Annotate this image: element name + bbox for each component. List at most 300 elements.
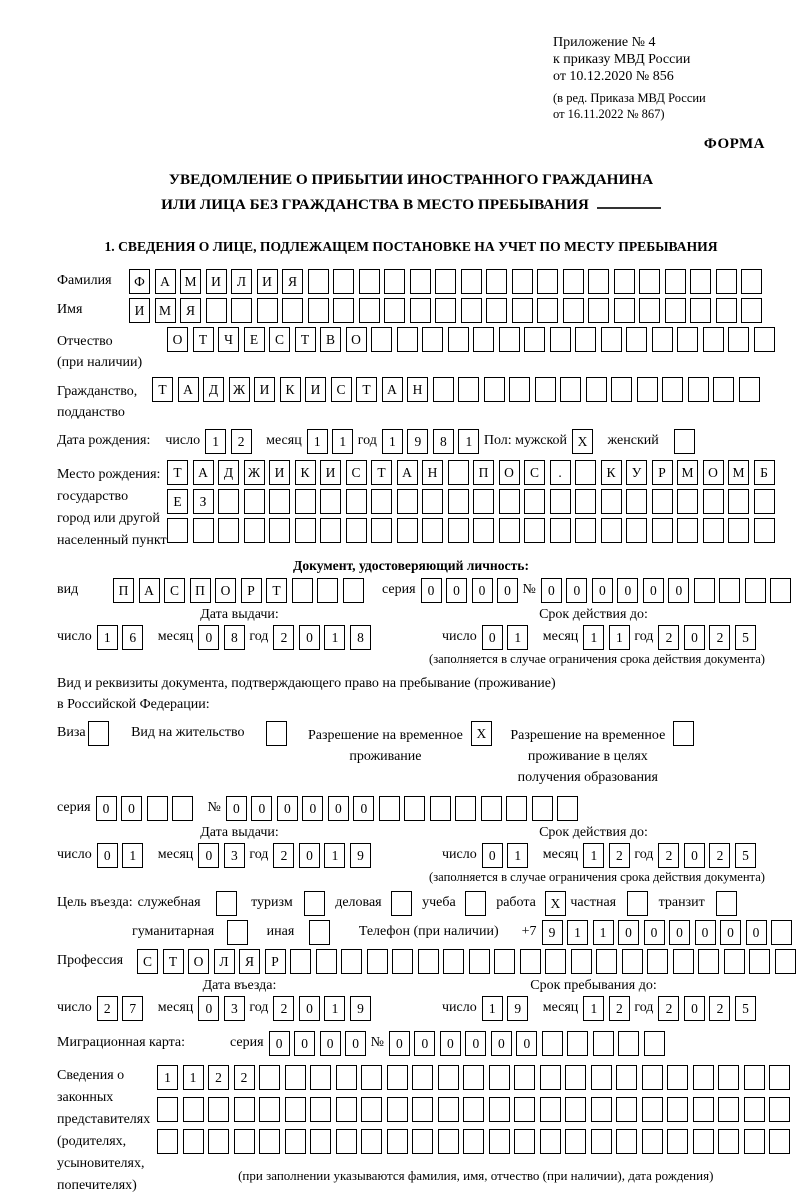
cell[interactable] [285, 1097, 306, 1122]
cell[interactable] [626, 518, 647, 543]
cell[interactable] [703, 327, 724, 352]
cell[interactable]: 9 [542, 920, 563, 945]
cell[interactable] [320, 518, 341, 543]
cell[interactable] [206, 298, 227, 323]
cell[interactable] [673, 721, 694, 746]
cell[interactable]: 2 [658, 996, 679, 1021]
cell[interactable]: 0 [198, 996, 219, 1021]
cell[interactable] [616, 1129, 637, 1154]
cell[interactable] [397, 489, 418, 514]
cell[interactable]: А [178, 377, 199, 402]
cell[interactable]: А [155, 269, 176, 294]
cell[interactable] [463, 1097, 484, 1122]
cell[interactable] [387, 1065, 408, 1090]
cell[interactable] [392, 949, 413, 974]
cell[interactable] [371, 518, 392, 543]
cell[interactable] [259, 1129, 280, 1154]
cell[interactable]: 1 [458, 429, 479, 454]
cell[interactable] [524, 518, 545, 543]
cell[interactable]: И [320, 460, 341, 485]
cell[interactable] [463, 1065, 484, 1090]
cell[interactable]: 2 [273, 843, 294, 868]
cell[interactable] [698, 949, 719, 974]
cell[interactable]: 0 [668, 578, 689, 603]
cell[interactable]: П [190, 578, 211, 603]
cell[interactable]: 9 [407, 429, 428, 454]
cell[interactable]: 0 [516, 1031, 537, 1056]
cell[interactable] [316, 949, 337, 974]
cell[interactable] [560, 377, 581, 402]
cell[interactable]: И [257, 269, 278, 294]
cell[interactable]: 0 [695, 920, 716, 945]
cell[interactable] [412, 1065, 433, 1090]
cell[interactable] [361, 1097, 382, 1122]
cell[interactable] [545, 949, 566, 974]
cell[interactable] [744, 1097, 765, 1122]
cell[interactable] [333, 298, 354, 323]
cell[interactable] [346, 489, 367, 514]
cell[interactable]: Б [754, 460, 775, 485]
cell[interactable]: А [139, 578, 160, 603]
cell[interactable]: Т [152, 377, 173, 402]
cell[interactable] [384, 298, 405, 323]
cell[interactable]: 2 [658, 625, 679, 650]
cell[interactable]: 0 [294, 1031, 315, 1056]
cell[interactable]: У [626, 460, 647, 485]
cell[interactable]: 0 [482, 843, 503, 868]
cell[interactable] [673, 949, 694, 974]
cell[interactable]: 0 [497, 578, 518, 603]
cell[interactable] [677, 327, 698, 352]
cell[interactable]: 0 [277, 796, 298, 821]
cell[interactable] [512, 269, 533, 294]
cell[interactable] [693, 1129, 714, 1154]
cell[interactable] [285, 1129, 306, 1154]
cell[interactable] [282, 298, 303, 323]
cell[interactable]: М [155, 298, 176, 323]
cell[interactable]: Н [407, 377, 428, 402]
cell[interactable] [565, 1065, 586, 1090]
cell[interactable] [430, 796, 451, 821]
cell[interactable] [591, 1129, 612, 1154]
cell[interactable] [575, 489, 596, 514]
cell[interactable]: Я [282, 269, 303, 294]
cell[interactable]: О [499, 460, 520, 485]
cell[interactable] [333, 269, 354, 294]
cell[interactable] [244, 489, 265, 514]
cell[interactable]: С [331, 377, 352, 402]
cell[interactable] [499, 518, 520, 543]
cell[interactable] [499, 489, 520, 514]
cell[interactable] [336, 1065, 357, 1090]
cell[interactable]: К [280, 377, 301, 402]
cell[interactable]: А [382, 377, 403, 402]
cell[interactable]: Я [180, 298, 201, 323]
cell[interactable]: 0 [472, 578, 493, 603]
cell[interactable]: 2 [709, 625, 730, 650]
cell[interactable] [652, 489, 673, 514]
cell[interactable] [290, 949, 311, 974]
cell[interactable] [147, 796, 168, 821]
cell[interactable] [336, 1097, 357, 1122]
cell[interactable] [435, 298, 456, 323]
cell[interactable] [341, 949, 362, 974]
cell[interactable] [346, 518, 367, 543]
cell[interactable]: Т [163, 949, 184, 974]
cell[interactable] [716, 298, 737, 323]
cell[interactable] [724, 949, 745, 974]
cell[interactable] [412, 1129, 433, 1154]
cell[interactable]: 0 [440, 1031, 461, 1056]
cell[interactable]: X [471, 721, 492, 746]
cell[interactable] [637, 377, 658, 402]
cell[interactable]: Д [218, 460, 239, 485]
cell[interactable] [693, 1065, 714, 1090]
cell[interactable] [295, 518, 316, 543]
cell[interactable]: 1 [324, 843, 345, 868]
cell[interactable]: 0 [465, 1031, 486, 1056]
cell[interactable] [361, 1065, 382, 1090]
cell[interactable]: С [137, 949, 158, 974]
cell[interactable]: 6 [122, 625, 143, 650]
cell[interactable] [728, 327, 749, 352]
cell[interactable]: 0 [345, 1031, 366, 1056]
cell[interactable] [718, 1065, 739, 1090]
cell[interactable] [667, 1129, 688, 1154]
cell[interactable] [677, 518, 698, 543]
cell[interactable] [218, 489, 239, 514]
cell[interactable] [499, 327, 520, 352]
cell[interactable] [694, 578, 715, 603]
cell[interactable]: К [601, 460, 622, 485]
cell[interactable] [259, 1097, 280, 1122]
cell[interactable]: 1 [583, 996, 604, 1021]
cell[interactable]: 2 [234, 1065, 255, 1090]
cell[interactable] [463, 1129, 484, 1154]
cell[interactable] [208, 1097, 229, 1122]
cell[interactable] [371, 489, 392, 514]
cell[interactable]: Т [295, 327, 316, 352]
cell[interactable] [473, 489, 494, 514]
cell[interactable]: 2 [609, 996, 630, 1021]
cell[interactable] [770, 578, 791, 603]
cell[interactable] [771, 920, 792, 945]
cell[interactable]: И [129, 298, 150, 323]
cell[interactable]: X [572, 429, 593, 454]
cell[interactable] [438, 1065, 459, 1090]
cell[interactable] [397, 327, 418, 352]
cell[interactable] [509, 377, 530, 402]
cell[interactable] [535, 377, 556, 402]
cell[interactable] [486, 298, 507, 323]
cell[interactable] [542, 1031, 563, 1056]
cell[interactable] [435, 269, 456, 294]
cell[interactable]: Ж [244, 460, 265, 485]
cell[interactable]: 0 [328, 796, 349, 821]
cell[interactable] [644, 1031, 665, 1056]
cell[interactable] [719, 578, 740, 603]
cell[interactable] [626, 489, 647, 514]
cell[interactable]: 7 [122, 996, 143, 1021]
cell[interactable] [567, 1031, 588, 1056]
cell[interactable] [550, 518, 571, 543]
cell[interactable]: И [305, 377, 326, 402]
cell[interactable] [336, 1129, 357, 1154]
cell[interactable] [183, 1129, 204, 1154]
cell[interactable] [361, 1129, 382, 1154]
cell[interactable] [489, 1065, 510, 1090]
cell[interactable] [208, 1129, 229, 1154]
cell[interactable] [616, 1097, 637, 1122]
cell[interactable]: О [188, 949, 209, 974]
cell[interactable] [575, 518, 596, 543]
cell[interactable] [465, 891, 486, 916]
cell[interactable] [371, 327, 392, 352]
cell[interactable]: Т [356, 377, 377, 402]
cell[interactable]: 1 [157, 1065, 178, 1090]
cell[interactable]: 9 [507, 996, 528, 1021]
cell[interactable] [422, 518, 443, 543]
cell[interactable] [157, 1097, 178, 1122]
cell[interactable] [588, 269, 609, 294]
cell[interactable] [744, 1065, 765, 1090]
cell[interactable] [438, 1097, 459, 1122]
cell[interactable] [601, 518, 622, 543]
cell[interactable] [458, 377, 479, 402]
cell[interactable]: 8 [224, 625, 245, 650]
cell[interactable]: 0 [226, 796, 247, 821]
cell[interactable] [412, 1097, 433, 1122]
cell[interactable]: 1 [507, 843, 528, 868]
cell[interactable]: Л [214, 949, 235, 974]
cell[interactable] [665, 298, 686, 323]
cell[interactable] [642, 1129, 663, 1154]
cell[interactable] [404, 796, 425, 821]
cell[interactable]: И [254, 377, 275, 402]
cell[interactable] [565, 1129, 586, 1154]
cell[interactable] [596, 949, 617, 974]
cell[interactable] [688, 377, 709, 402]
cell[interactable]: 0 [299, 996, 320, 1021]
cell[interactable] [718, 1097, 739, 1122]
cell[interactable] [410, 269, 431, 294]
cell[interactable]: 0 [389, 1031, 410, 1056]
cell[interactable]: 1 [205, 429, 226, 454]
cell[interactable] [320, 489, 341, 514]
cell[interactable] [514, 1097, 535, 1122]
cell[interactable] [601, 327, 622, 352]
cell[interactable] [308, 269, 329, 294]
cell[interactable]: 0 [251, 796, 272, 821]
cell[interactable]: 1 [507, 625, 528, 650]
cell[interactable] [741, 298, 762, 323]
cell[interactable]: 1 [324, 996, 345, 1021]
cell[interactable] [167, 518, 188, 543]
cell[interactable]: 3 [224, 843, 245, 868]
cell[interactable] [586, 377, 607, 402]
cell[interactable] [769, 1129, 790, 1154]
cell[interactable] [626, 327, 647, 352]
cell[interactable] [410, 298, 431, 323]
cell[interactable] [639, 298, 660, 323]
cell[interactable] [754, 327, 775, 352]
cell[interactable] [611, 377, 632, 402]
cell[interactable]: 2 [658, 843, 679, 868]
cell[interactable] [690, 269, 711, 294]
cell[interactable] [614, 269, 635, 294]
cell[interactable]: 0 [720, 920, 741, 945]
cell[interactable] [524, 489, 545, 514]
cell[interactable]: 1 [97, 625, 118, 650]
cell[interactable]: Т [167, 460, 188, 485]
cell[interactable]: 0 [446, 578, 467, 603]
cell[interactable]: П [473, 460, 494, 485]
cell[interactable] [343, 578, 364, 603]
cell[interactable]: Е [167, 489, 188, 514]
cell[interactable]: С [269, 327, 290, 352]
cell[interactable]: М [677, 460, 698, 485]
cell[interactable] [593, 1031, 614, 1056]
cell[interactable]: 0 [618, 920, 639, 945]
cell[interactable]: 0 [299, 625, 320, 650]
cell[interactable] [448, 518, 469, 543]
cell[interactable] [473, 518, 494, 543]
cell[interactable]: 0 [353, 796, 374, 821]
cell[interactable] [88, 721, 109, 746]
cell[interactable] [591, 1065, 612, 1090]
cell[interactable] [728, 518, 749, 543]
cell[interactable] [384, 269, 405, 294]
cell[interactable]: П [113, 578, 134, 603]
cell[interactable] [216, 891, 237, 916]
cell[interactable] [745, 578, 766, 603]
cell[interactable]: 1 [382, 429, 403, 454]
cell[interactable] [565, 1097, 586, 1122]
cell[interactable] [422, 489, 443, 514]
cell[interactable]: 0 [541, 578, 562, 603]
cell[interactable] [616, 1065, 637, 1090]
cell[interactable] [418, 949, 439, 974]
cell[interactable] [231, 298, 252, 323]
cell[interactable]: И [206, 269, 227, 294]
cell[interactable]: К [295, 460, 316, 485]
cell[interactable] [754, 518, 775, 543]
cell[interactable]: В [320, 327, 341, 352]
cell[interactable]: 0 [669, 920, 690, 945]
cell[interactable] [461, 298, 482, 323]
cell[interactable]: 1 [122, 843, 143, 868]
cell[interactable]: 0 [421, 578, 442, 603]
cell[interactable] [524, 327, 545, 352]
cell[interactable]: И [269, 460, 290, 485]
cell[interactable] [317, 578, 338, 603]
cell[interactable] [739, 377, 760, 402]
cell[interactable]: 0 [320, 1031, 341, 1056]
cell[interactable] [227, 920, 248, 945]
cell[interactable] [234, 1129, 255, 1154]
cell[interactable] [461, 269, 482, 294]
cell[interactable]: З [193, 489, 214, 514]
cell[interactable] [601, 489, 622, 514]
cell[interactable] [575, 327, 596, 352]
cell[interactable] [455, 796, 476, 821]
cell[interactable] [309, 920, 330, 945]
cell[interactable] [591, 1097, 612, 1122]
cell[interactable]: 5 [735, 996, 756, 1021]
cell[interactable] [674, 429, 695, 454]
cell[interactable] [484, 377, 505, 402]
cell[interactable] [304, 891, 325, 916]
cell[interactable] [588, 298, 609, 323]
cell[interactable]: Т [193, 327, 214, 352]
cell[interactable] [473, 327, 494, 352]
cell[interactable]: 1 [583, 843, 604, 868]
cell[interactable]: 2 [273, 996, 294, 1021]
cell[interactable] [667, 1097, 688, 1122]
cell[interactable] [391, 891, 412, 916]
cell[interactable]: Л [231, 269, 252, 294]
cell[interactable]: 0 [566, 578, 587, 603]
cell[interactable] [269, 518, 290, 543]
cell[interactable] [448, 327, 469, 352]
cell[interactable] [754, 489, 775, 514]
cell[interactable]: 0 [644, 920, 665, 945]
cell[interactable] [571, 949, 592, 974]
cell[interactable]: О [703, 460, 724, 485]
cell[interactable] [718, 1129, 739, 1154]
cell[interactable] [183, 1097, 204, 1122]
cell[interactable] [506, 796, 527, 821]
cell[interactable]: 1 [609, 625, 630, 650]
cell[interactable]: 2 [709, 996, 730, 1021]
cell[interactable]: С [164, 578, 185, 603]
cell[interactable] [193, 518, 214, 543]
cell[interactable]: 0 [97, 843, 118, 868]
cell[interactable]: Т [266, 578, 287, 603]
cell[interactable]: 1 [482, 996, 503, 1021]
cell[interactable] [292, 578, 313, 603]
cell[interactable] [652, 518, 673, 543]
cell[interactable] [310, 1129, 331, 1154]
cell[interactable] [537, 269, 558, 294]
cell[interactable] [308, 298, 329, 323]
cell[interactable]: 1 [593, 920, 614, 945]
cell[interactable]: 0 [643, 578, 664, 603]
cell[interactable] [489, 1097, 510, 1122]
cell[interactable] [387, 1097, 408, 1122]
cell[interactable] [618, 1031, 639, 1056]
cell[interactable] [397, 518, 418, 543]
cell[interactable]: 0 [592, 578, 613, 603]
cell[interactable] [514, 1065, 535, 1090]
cell[interactable] [259, 1065, 280, 1090]
cell[interactable]: 0 [198, 843, 219, 868]
cell[interactable]: 2 [273, 625, 294, 650]
cell[interactable]: 1 [307, 429, 328, 454]
cell[interactable]: 0 [299, 843, 320, 868]
cell[interactable]: 1 [583, 625, 604, 650]
cell[interactable]: 5 [735, 625, 756, 650]
cell[interactable]: Я [239, 949, 260, 974]
cell[interactable] [642, 1065, 663, 1090]
cell[interactable]: Ч [218, 327, 239, 352]
cell[interactable] [540, 1129, 561, 1154]
cell[interactable] [744, 1129, 765, 1154]
cell[interactable] [367, 949, 388, 974]
cell[interactable]: 0 [482, 625, 503, 650]
cell[interactable] [379, 796, 400, 821]
cell[interactable] [285, 1065, 306, 1090]
